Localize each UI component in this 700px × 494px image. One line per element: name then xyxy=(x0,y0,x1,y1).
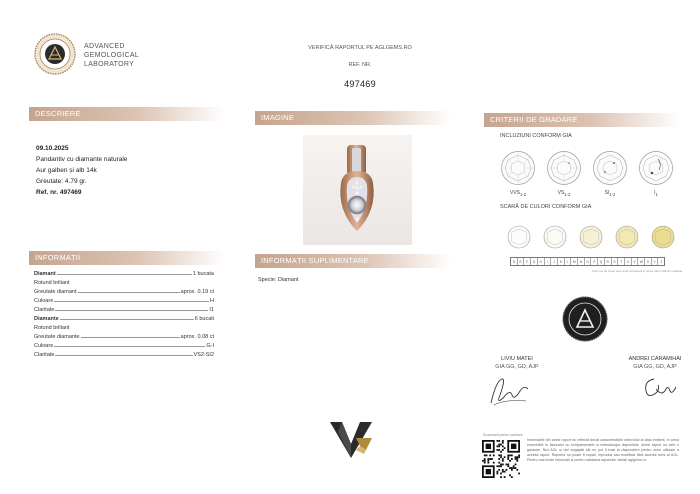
row-value: H xyxy=(210,298,214,304)
diamond-clarity-icon xyxy=(638,150,674,186)
metal-description: Aur galben și alb 14k xyxy=(36,167,97,174)
color-grade: K xyxy=(558,258,565,265)
diamonds-cut: Rotund briliant xyxy=(34,325,70,331)
table-row xyxy=(34,313,214,322)
lab-name-line: LABORATORY xyxy=(84,61,135,68)
row-value: aprox. 0.08 ct xyxy=(180,334,214,340)
section-title: IMAGINE xyxy=(261,113,295,122)
clarity-label xyxy=(546,190,582,197)
row-key: Claritate xyxy=(34,352,55,358)
color-grade: S xyxy=(612,258,619,265)
color-grade: F xyxy=(524,258,531,265)
color-grade: J xyxy=(551,258,558,265)
clarity-sub: 1-2 xyxy=(564,192,571,197)
row-value: I1 xyxy=(209,307,214,313)
diamond-color-icon xyxy=(651,225,675,249)
color-grade: N xyxy=(578,258,585,265)
table-row xyxy=(34,286,214,295)
color-grade: M xyxy=(571,258,578,265)
table-row xyxy=(34,340,214,349)
section-title: DESCRIERE xyxy=(35,109,81,118)
legal-text: Informațiile din acest raport nu reflectă decât caracteristicile obiectului la data emiterii, în urma examinării în laborator cu echipamentele și metodologia disponibile. Acest raport nu este o garanție. Nici AGL și nici angajații săi nu pot fi trași la răspundere pentru orice utilizare a acestui raport. Raportul nu poate fi copiat, reprodus sau modificat fără acordul scris al AGL. Pentru mai multe informații și pentru validarea raportului vizitați aglgems.ro. xyxy=(527,438,679,462)
clarity-label xyxy=(500,190,536,197)
description-ref: Ref. nr. 497469 xyxy=(36,189,82,196)
diamond-clarity-icon xyxy=(592,150,628,186)
color-grade: V xyxy=(632,258,639,265)
color-grade: I xyxy=(545,258,552,265)
species-text: Specie: Diamant xyxy=(258,277,299,283)
lab-emblem-icon xyxy=(562,296,608,342)
ref-label: REF. NR. xyxy=(348,62,372,68)
clarity-sub: 1-2 xyxy=(609,192,616,197)
color-grade: D xyxy=(511,258,518,265)
color-grade: T xyxy=(618,258,625,265)
scale-note: Schema de culori este doar ilustrativă și poate diferi față de realitate. xyxy=(592,269,684,273)
color-grade: R xyxy=(605,258,612,265)
product-image xyxy=(303,135,412,245)
color-grade: H xyxy=(538,258,545,265)
clarity-sub: 1-2 xyxy=(520,192,527,197)
color-grade: X xyxy=(645,258,652,265)
lab-name xyxy=(84,42,139,69)
clarity-scale xyxy=(500,150,680,197)
diamond-clarity-icon xyxy=(500,150,536,186)
signature-icon xyxy=(486,375,532,409)
row-key: Claritate xyxy=(34,307,55,313)
diamond-count: 1 bucata xyxy=(192,271,214,277)
section-bar-descriere xyxy=(29,107,225,121)
color-scale-bar xyxy=(510,257,665,266)
color-title: SCARĂ DE CULORI CONFORM GIA xyxy=(500,204,592,210)
table-row xyxy=(34,268,214,277)
row-key: Culoare xyxy=(34,298,54,304)
row-key: Greutate diamante xyxy=(34,334,80,340)
row-key: Greutate diamant xyxy=(34,289,77,295)
signatory-credentials: GIA GG, GD, AJP xyxy=(495,364,539,370)
diamond-title: Diamant xyxy=(34,271,56,277)
color-grade: Y xyxy=(652,258,659,265)
diamond-color-icon xyxy=(543,225,567,249)
table-row xyxy=(34,277,214,286)
lab-name-line: ADVANCED xyxy=(84,43,125,50)
color-grade: G xyxy=(531,258,538,265)
color-grade: U xyxy=(625,258,632,265)
table-row xyxy=(34,295,214,304)
lab-seal-icon xyxy=(34,33,76,75)
table-row xyxy=(34,322,214,331)
item-weight: Greutate: 4.79 gr. xyxy=(36,178,87,185)
row-key: Culoare xyxy=(34,343,54,349)
table-row xyxy=(34,349,214,358)
table-row xyxy=(34,331,214,340)
color-grade: E xyxy=(518,258,525,265)
signature-icon xyxy=(640,373,680,403)
ref-number: 497469 xyxy=(344,79,376,89)
row-value: aprox. 0.19 ct xyxy=(180,289,214,295)
color-grade: O xyxy=(585,258,592,265)
report-date: 09.10.2025 xyxy=(36,145,69,152)
verify-link[interactable]: VERIFICĂ RAPORTUL PE AGLGEMS.RO xyxy=(308,45,412,51)
section-title: INFORMAȚII xyxy=(35,253,81,262)
table-row xyxy=(34,304,214,313)
clarity-grade: VVS xyxy=(509,190,520,196)
qr-code-icon[interactable] xyxy=(482,440,520,478)
clarity-grade: I xyxy=(654,190,656,196)
lab-name-line: GEMOLOGICAL xyxy=(84,52,140,59)
color-grade: P xyxy=(591,258,598,265)
qr-label: Scanează pentru validare xyxy=(483,433,523,437)
clarity-sub: 1 xyxy=(655,192,658,197)
section-bar-informatii xyxy=(29,251,225,265)
clarity-label xyxy=(638,190,674,197)
diamond-color-icon xyxy=(579,225,603,249)
row-value: G-I xyxy=(206,343,214,349)
section-title: CRITERII DE GRADARE xyxy=(490,115,578,124)
row-value: VS2-SI2 xyxy=(193,352,214,358)
diamond-color-icon xyxy=(615,225,639,249)
diamond-clarity-icon xyxy=(546,150,582,186)
signatory-credentials: GIA GG, GD, AJP xyxy=(633,364,677,370)
color-grade: Z xyxy=(660,260,663,264)
signatory-name: ANDREI CARAMIHAI xyxy=(628,356,682,362)
section-bar-imagine xyxy=(255,111,451,125)
color-gems xyxy=(505,225,675,255)
diamond-cut: Rotund briliant xyxy=(34,280,70,286)
color-grade: W xyxy=(638,258,645,265)
clarity-label xyxy=(592,190,628,197)
diamond-color-icon xyxy=(507,225,531,249)
pendant-icon xyxy=(303,135,412,245)
description-block xyxy=(36,143,127,198)
clarity-title: INCLUZIUNI CONFORM GIA xyxy=(500,133,572,139)
diamonds-count: 6 bucati xyxy=(194,316,214,322)
brand-logo-icon xyxy=(328,420,374,460)
section-title: INFORMAȚII SUPLIMENTARE xyxy=(261,256,369,265)
color-grade: Q xyxy=(598,258,605,265)
clarity-grade: VS xyxy=(557,190,565,196)
section-bar-criterii xyxy=(484,113,680,127)
section-bar-suplimentare xyxy=(255,254,451,268)
info-table xyxy=(34,268,214,358)
signatory-name: LIVIU MATEI xyxy=(501,356,533,362)
clarity-grade: SI xyxy=(604,190,610,196)
diamonds-title: Diamante xyxy=(34,316,59,322)
item-description: Pandantiv cu diamante naturale xyxy=(36,156,128,163)
color-grade: L xyxy=(565,258,572,265)
